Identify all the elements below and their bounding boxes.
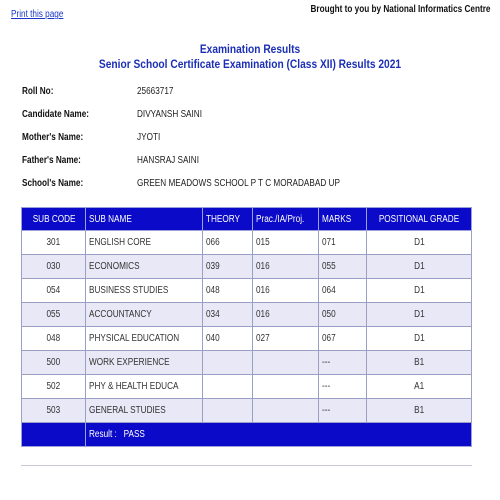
cell-practical [253, 351, 319, 375]
info-row-father-name [22, 155, 384, 178]
cell-practical: 016 [253, 279, 319, 303]
cell-theory: 048 [203, 279, 253, 303]
results-table [21, 207, 472, 447]
cell-sub-code: 054 [22, 279, 86, 303]
info-row-mother-name [22, 132, 384, 155]
cell-sub-code: 500 [22, 351, 86, 375]
cell-sub-name: PHYSICAL EDUCATION [86, 327, 203, 351]
table-header-row [22, 208, 472, 231]
info-label: Roll No: [22, 86, 54, 97]
cell-sub-name: BUSINESS STUDIES [86, 279, 203, 303]
candidate-name: DIVYANSH SAINI [137, 109, 203, 120]
cell-grade: D1 [367, 279, 472, 303]
cell-theory [203, 399, 253, 423]
cell-marks: 055 [319, 255, 367, 279]
info-label: School's Name: [22, 178, 84, 189]
cell-practical [253, 399, 319, 423]
cell-sub-code: 301 [22, 231, 86, 255]
cell-marks: 067 [319, 327, 367, 351]
cell-practical: 016 [253, 255, 319, 279]
cell-grade: B1 [367, 399, 472, 423]
results-heading [0, 42, 500, 72]
table-row [22, 303, 472, 327]
info-row-candidate-name [22, 109, 384, 132]
cell-theory: 040 [203, 327, 253, 351]
cell-sub-name: PHY & HEALTH EDUCA [86, 375, 203, 399]
cell-theory [203, 375, 253, 399]
info-row-roll-no [22, 86, 384, 109]
table-row [22, 375, 472, 399]
cell-marks: --- [319, 399, 367, 423]
cell-sub-name: GENERAL STUDIES [86, 399, 203, 423]
roll-number: 25663717 [137, 86, 174, 97]
results-body [22, 231, 472, 447]
cell-grade: D1 [367, 231, 472, 255]
cell-practical: 016 [253, 303, 319, 327]
cell-sub-name: ACCOUNTANCY [86, 303, 203, 327]
cell-sub-code: 055 [22, 303, 86, 327]
info-label: Candidate Name: [22, 109, 89, 120]
info-label: Mother's Name: [22, 132, 84, 143]
table-row [22, 327, 472, 351]
cell-marks: 050 [319, 303, 367, 327]
result-status: Result : PASS [86, 423, 472, 447]
cell-marks: 064 [319, 279, 367, 303]
cell-grade: D1 [367, 303, 472, 327]
result-row [22, 423, 472, 447]
cell-sub-code: 048 [22, 327, 86, 351]
school-name: GREEN MEADOWS SCHOOL P T C MORADABAD UP [137, 178, 340, 189]
cell-theory: 039 [203, 255, 253, 279]
cell-grade: D1 [367, 255, 472, 279]
cell-practical: 027 [253, 327, 319, 351]
cell-grade: A1 [367, 375, 472, 399]
cell-sub-name: ECONOMICS [86, 255, 203, 279]
page-title: Examination Results [199, 42, 301, 56]
cell-practical: 015 [253, 231, 319, 255]
mother-name: JYOTI [137, 132, 161, 143]
table-row [22, 255, 472, 279]
header-sub-code: SUB CODE [22, 208, 86, 231]
cell-theory [203, 351, 253, 375]
table-row [22, 279, 472, 303]
table-row [22, 231, 472, 255]
cell-sub-name: WORK EXPERIENCE [86, 351, 203, 375]
result-spacer [22, 423, 86, 447]
header-marks: MARKS [319, 208, 367, 231]
cell-grade: B1 [367, 351, 472, 375]
header-theory: THEORY [203, 208, 253, 231]
header-positional-grade: POSITIONAL GRADE [367, 208, 472, 231]
cell-marks: --- [319, 375, 367, 399]
candidate-info [22, 86, 384, 201]
cell-marks: --- [319, 351, 367, 375]
cell-sub-code: 030 [22, 255, 86, 279]
provider-credit: Brought to you by National Informatics Centre [310, 4, 490, 15]
table-row [22, 351, 472, 375]
page-subtitle: Senior School Certificate Examination (Class XII) Results 2021 [98, 57, 402, 71]
table-row [22, 399, 472, 423]
header-sub-name: SUB NAME [86, 208, 203, 231]
cell-grade: D1 [367, 327, 472, 351]
cell-practical [253, 375, 319, 399]
divider [21, 465, 472, 466]
cell-sub-code: 502 [22, 375, 86, 399]
cell-theory: 066 [203, 231, 253, 255]
cell-marks: 071 [319, 231, 367, 255]
print-page-link[interactable]: Print this page [11, 9, 64, 20]
father-name: HANSRAJ SAINI [137, 155, 199, 166]
header-practical: Prac./IA/Proj. [253, 208, 319, 231]
cell-sub-code: 503 [22, 399, 86, 423]
cell-theory: 034 [203, 303, 253, 327]
cell-sub-name: ENGLISH CORE [86, 231, 203, 255]
info-label: Father's Name: [22, 155, 81, 166]
info-row-school-name [22, 178, 384, 201]
